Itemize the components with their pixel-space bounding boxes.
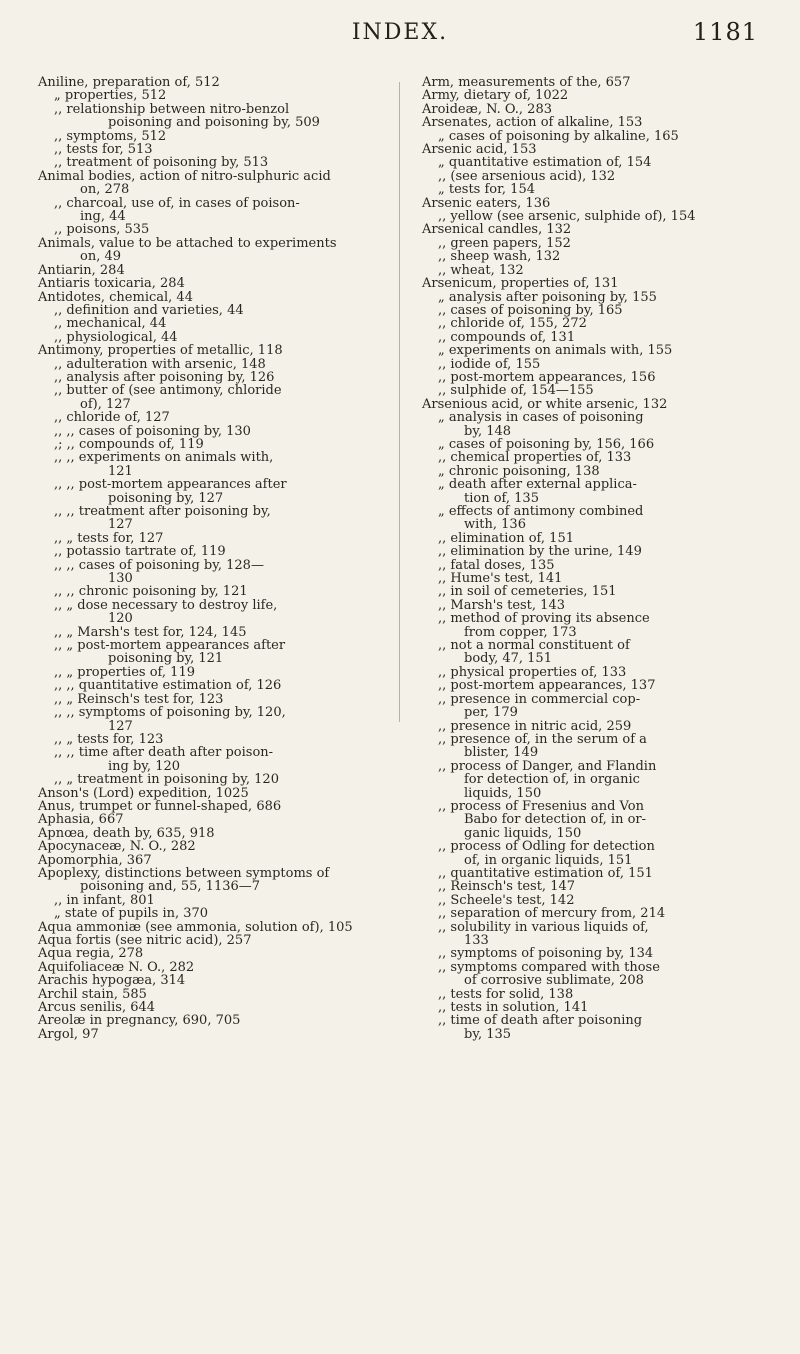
index-entry: by, 135	[464, 1026, 512, 1042]
index-entry: 127	[108, 718, 133, 734]
index-entry: Arachis hypogæa, 314	[38, 973, 186, 989]
index-entry: ,, definition and varieties, 44	[54, 302, 244, 318]
index-entry: ,, (see arsenious acid), 132	[438, 168, 616, 184]
index-entry: Archil stain, 585	[38, 986, 147, 1002]
index-entry: ,, wheat, 132	[438, 262, 524, 278]
index-entry: Army, dietary of, 1022	[422, 88, 569, 104]
index-entry: ,, process of Fresenius and Von	[438, 798, 644, 814]
index-entry: „ experiments on animals with, 155	[438, 343, 673, 359]
index-entry: Areolæ in pregnancy, 690, 705	[38, 1013, 241, 1029]
index-entry: ,, presence in nitric acid, 259	[438, 718, 632, 734]
index-entry: ,, ,, treatment after poisoning by,	[54, 504, 271, 519]
index-entry: Arsenic acid, 153	[422, 142, 537, 158]
index-entry: of, in organic liquids, 151	[464, 852, 633, 868]
index-entry: ,, potassio tartrate of, 119	[54, 544, 226, 560]
index-entry: on, 49	[80, 249, 122, 265]
index-entry: ,, chloride of, 127	[54, 410, 170, 426]
index-entry: Antiaris toxicaria, 284	[38, 276, 185, 292]
index-entry: ,, „ post-mortem appearances after	[54, 638, 286, 654]
index-entry: ,, presence in commercial cop-	[438, 691, 641, 707]
index-entry: Arm, measurements of the, 657	[422, 75, 631, 90]
index-entry: „ cases of poisoning by, 156, 166	[438, 436, 655, 452]
index-entry: ,, „ tests for, 123	[54, 731, 164, 747]
index-entry: ,, sheep wash, 132	[438, 249, 561, 265]
index-entry: Animals, value to be attached to experiments	[38, 235, 337, 251]
index-entry: ,, in soil of cemeteries, 151	[438, 584, 617, 600]
index-entry: Aqua ammoniæ (see ammonia, solution of), 105	[38, 919, 353, 935]
index-entry: ,, ,, post-mortem appearances after	[54, 477, 287, 493]
left-column	[38, 76, 368, 1041]
index-entry: Arsenical candles, 132	[422, 222, 572, 238]
index-entry: ,, ,, chronic poisoning by, 121	[54, 584, 248, 600]
index-entry: ,, fatal doses, 135	[438, 557, 555, 573]
index-entry: Antimony, properties of metallic, 118	[38, 343, 283, 359]
index-entry: by, 148	[464, 423, 512, 439]
index-entry: ,, analysis after poisoning by, 126	[54, 369, 275, 385]
index-entry: ,, presence of, in the serum of a	[438, 731, 647, 747]
index-entry: ,, Marsh's test, 143	[438, 597, 565, 613]
index-entry: ,, process of Odling for detection	[438, 839, 655, 855]
index-entry: ,, ,, cases of poisoning by, 130	[54, 423, 251, 439]
index-entry: ing by, 120	[108, 758, 181, 774]
index-entry: ,, ,, experiments on animals with,	[54, 450, 274, 466]
index-entry: Animal bodies, action of nitro-sulphuric acid	[38, 168, 331, 184]
index-entry: 130	[108, 571, 133, 587]
index-entry: 120	[108, 611, 133, 627]
index-entry: ,, elimination of, 151	[438, 530, 574, 546]
index-entry: ,, ,, time after death after poison-	[54, 745, 274, 761]
index-entry: Apnœa, death by, 635, 918	[38, 825, 215, 841]
index-entry: ,, ,, cases of poisoning by, 128—	[54, 557, 264, 573]
index-entry: ,, tests in solution, 141	[438, 1000, 589, 1016]
index-entry: ,, chloride of, 155, 272	[438, 316, 587, 332]
index-entry: ,, symptoms of poisoning by, 134	[438, 946, 654, 962]
index-entry: Aqua fortis (see nitric acid), 257	[38, 933, 252, 948]
index-entry: poisoning and poisoning by, 509	[108, 115, 320, 131]
index-entry: ,, iodide of, 155	[438, 356, 541, 372]
index-entry: ing, 44	[80, 209, 126, 225]
index-entry: Apocynaceæ, N. O., 282	[38, 839, 196, 855]
index-entry: ,, method of proving its absence	[438, 611, 650, 627]
index-entry: Antiarin, 284	[38, 262, 125, 278]
index-entry: ,; ,, compounds of, 119	[54, 436, 204, 452]
index-entry: „ effects of antimony combined	[438, 504, 644, 519]
index-entry: Aphasia, 667	[38, 812, 124, 828]
index-entry: ,, sulphide of, 154—155	[438, 383, 594, 399]
index-entry: ,, separation of mercury from, 214	[438, 906, 666, 922]
index-entry: ,, symptoms, 512	[54, 128, 167, 144]
index-entry: 127	[108, 517, 133, 533]
index-entry: ,, „ treatment in poisoning by, 120	[54, 772, 279, 788]
index-entry: ,, adulteration with arsenic, 148	[54, 356, 266, 372]
index-entry: ,, quantitative estimation of, 151	[438, 865, 653, 881]
index-entry: 133	[464, 933, 489, 948]
index-entry: „ quantitative estimation of, 154	[438, 155, 652, 171]
index-entry: Anson's (Lord) expedition, 1025	[38, 785, 249, 801]
index-entry: Arsenicum, properties of, 131	[422, 276, 619, 292]
index-entry: ,, „ properties of, 119	[54, 664, 195, 680]
index-entry: ,, mechanical, 44	[54, 316, 167, 332]
index-entry: ,, elimination by the urine, 149	[438, 544, 642, 560]
index-entry: Apomorphia, 367	[38, 852, 152, 868]
index-entry: ,, Reinsch's test, 147	[438, 879, 576, 895]
index-entry: ,, in infant, 801	[54, 892, 155, 908]
index-entry: ,, charcoal, use of, in cases of poison-	[54, 195, 300, 211]
index-entry: per, 179	[464, 705, 518, 721]
index-entry: ,, butter of (see antimony, chloride	[54, 383, 282, 399]
index-entry: Arsenious acid, or white arsenic, 132	[422, 396, 668, 412]
index-entry: Antidotes, chemical, 44	[38, 289, 193, 305]
index-entry: ,, treatment of poisoning by, 513	[54, 155, 269, 171]
index-entry: Aniline, preparation of, 512	[38, 75, 220, 90]
index-entry: Argol, 97	[38, 1026, 99, 1042]
index-entry: ,, chemical properties of, 133	[438, 450, 632, 466]
index-entry: ,, Scheele's test, 142	[438, 892, 575, 908]
index-entry: ,, compounds of, 131	[438, 329, 576, 345]
index-entry: „ death after external applica-	[438, 477, 637, 493]
index-entry: Aqua regia, 278	[38, 946, 144, 962]
index-entry: liquids, 150	[464, 785, 542, 801]
index-entry: „ analysis after poisoning by, 155	[438, 289, 657, 305]
index-entry: Apoplexy, distinctions between symptoms of	[38, 865, 330, 881]
index-entry: of), 127	[80, 396, 131, 412]
index-entry: poisoning by, 127	[108, 490, 224, 506]
page-number: 1181	[692, 18, 758, 46]
index-entry: Aquifoliaceæ N. O., 282	[38, 959, 195, 975]
index-entry: Arsenates, action of alkaline, 153	[422, 115, 643, 131]
index-entry: ,, „ dose necessary to destroy life,	[54, 597, 278, 613]
index-entry: blister, 149	[464, 745, 539, 761]
index-entry: ,, „ Marsh's test for, 124, 145	[54, 624, 247, 640]
index-entry: „ tests for, 154	[438, 182, 535, 198]
index-entry: ,, „ Reinsch's test for, 123	[54, 691, 224, 707]
index-entry: „ analysis in cases of poisoning	[438, 410, 644, 426]
index-entry: „ cases of poisoning by alkaline, 165	[438, 128, 679, 144]
index-entry: ,, not a normal constituent of	[438, 638, 630, 654]
page-title: INDEX.	[351, 20, 449, 45]
index-entry: ,, tests for solid, 138	[438, 986, 574, 1002]
column-divider	[399, 82, 400, 722]
index-entry: Aroideæ, N. O., 283	[422, 101, 552, 117]
index-entry: ganic liquids, 150	[464, 825, 582, 841]
index-entry: ,, cases of poisoning by, 165	[438, 302, 623, 318]
index-entry: ,, ,, symptoms of poisoning by, 120,	[54, 705, 286, 721]
index-entry: ,, post-mortem appearances, 156	[438, 369, 656, 385]
index-entry: ,, poisons, 535	[54, 222, 150, 238]
index-entry: ,, post-mortem appearances, 137	[438, 678, 656, 694]
index-entry: ,, yellow (see arsenic, sulphide of), 154	[438, 209, 696, 225]
index-entry: „ chronic poisoning, 138	[438, 463, 600, 479]
index-entry: ,, physical properties of, 133	[438, 664, 627, 680]
index-entry: ,, process of Danger, and Flandin	[438, 758, 657, 774]
index-entry: ,, Hume's test, 141	[438, 571, 563, 587]
index-entry: ,, physiological, 44	[54, 329, 178, 345]
index-entry: from copper, 173	[464, 624, 577, 640]
index-entry: „ properties, 512	[54, 88, 167, 104]
index-entry: Arcus senilis, 644	[38, 1000, 156, 1016]
index-entry: „ state of pupils in, 370	[54, 906, 209, 922]
index-entry: ,, symptoms compared with those	[438, 959, 660, 975]
index-entry: for detection of, in organic	[464, 772, 640, 788]
index-entry: ,, relationship between nitro-benzol	[54, 101, 290, 117]
index-entry: Arsenic eaters, 136	[422, 195, 551, 211]
index-entry: Babo for detection of, in or-	[464, 812, 647, 828]
index-entry: with, 136	[464, 517, 526, 533]
index-entry: ,, green papers, 152	[438, 235, 571, 251]
index-entry: poisoning by, 121	[108, 651, 224, 667]
index-entry: 121	[108, 463, 133, 479]
index-entry: ,, time of death after poisoning	[438, 1013, 643, 1029]
index-entry: on, 278	[80, 182, 130, 198]
index-entry: poisoning and, 55, 1136—7	[80, 879, 261, 895]
index-entry: Anus, trumpet or funnel-shaped, 686	[38, 798, 282, 814]
index-entry: ,, solubility in various liquids of,	[438, 919, 649, 935]
right-column	[422, 76, 767, 1041]
index-entry: tion of, 135	[464, 490, 539, 506]
index-entry: ,, tests for, 513	[54, 142, 153, 158]
index-entry: body, 47, 151	[464, 651, 552, 667]
index-entry: ,, „ tests for, 127	[54, 530, 164, 546]
index-entry: ,, ,, quantitative estimation of, 126	[54, 678, 282, 694]
index-entry: of corrosive sublimate, 208	[464, 973, 644, 989]
